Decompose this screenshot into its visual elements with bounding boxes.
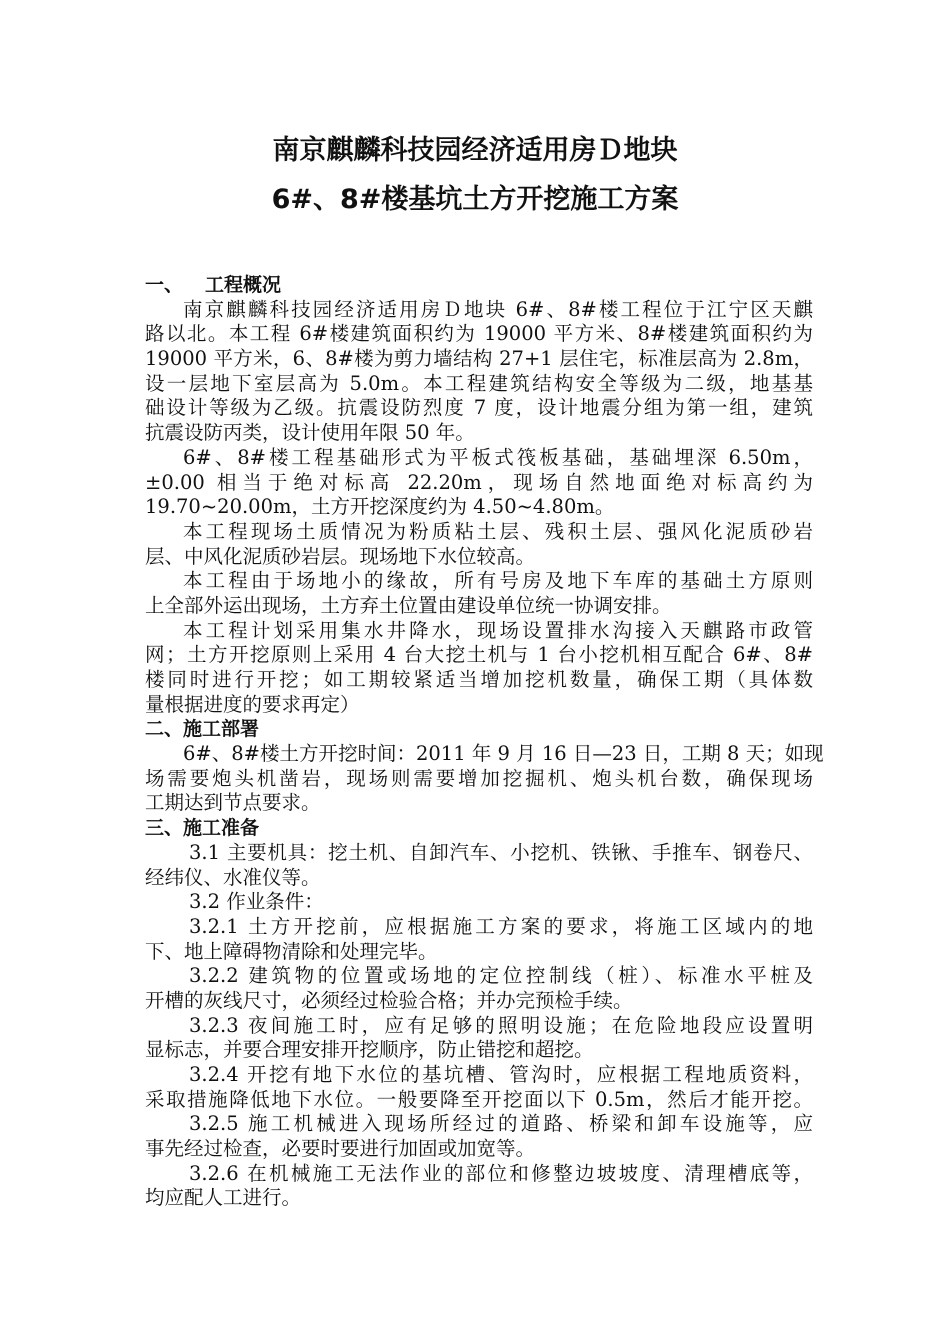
paragraph-line: 3.2.3 夜间施工时，应有足够的照明设施；在危险地段应设置明	[189, 1013, 813, 1037]
paragraph-line: 设一层地下室层高为 5.0m。本工程建筑结构安全等级为二级，地基基	[145, 371, 813, 395]
section-heading-preparation: 三、施工准备	[145, 817, 260, 840]
paragraph-line: 3.2 作业条件：	[189, 890, 324, 914]
paragraph-line: 本工程由于场地小的缘故，所有号房及地下车库的基础土方原则	[183, 569, 813, 593]
paragraph-line: 场需要炮头机凿岩，现场则需要增加挖掘机、炮头机台数，确保现场	[145, 766, 813, 790]
section-number: 一、	[145, 274, 184, 296]
document-body	[145, 273, 824, 1211]
paragraph-line: 本工程计划采用集水井降水，现场设置排水沟接入天麒路市政管	[183, 618, 813, 642]
document-title-line-1: 南京麒麟科技园经济适用房Ｄ地块	[272, 135, 678, 166]
paragraph-line: 3.2.6 在机械施工无法作业的部位和修整边坡坡度、清理槽底等，	[189, 1161, 813, 1185]
paragraph-line: 事先经过检查，必要时要进行加固或加宽等。	[145, 1137, 536, 1161]
paragraph-line: 开槽的灰线尺寸，必须经过检验合格；并办完预检手续。	[145, 988, 633, 1012]
paragraph-line: 工期达到节点要求。	[145, 791, 321, 815]
section-heading-overview	[145, 273, 813, 298]
paragraph-line: 3.2.1 土方开挖前，应根据施工方案的要求，将施工区域内的地	[189, 914, 813, 938]
paragraph-line: 量根据进度的要求再定）	[145, 692, 360, 716]
section-heading-deployment: 二、施工部署	[145, 718, 260, 741]
paragraph-line: 19000 平方米，6、8#楼为剪力墙结构 27+1 层住宅，标准层高为 2.8m，	[145, 347, 813, 371]
paragraph-line: 层、中风化泥质砂岩层。现场地下水位较高。	[145, 544, 536, 568]
paragraph-line: 6#、8#楼土方开挖时间：2011 年 9 月 16 日—23 日，工期 8 天；如现	[183, 742, 824, 766]
paragraph-line: 采取措施降低地下水位。一般要降至开挖面以下 0.5m，然后才能开挖。	[145, 1087, 813, 1111]
paragraph-line: ±0.00 相当于绝对标高 22.20m，现场自然地面绝对标高约为	[145, 470, 813, 494]
paragraph-line: 显标志，并要合理安排开挖顺序，防止错挖和超挖。	[145, 1038, 594, 1062]
paragraph-line: 6#、8#楼工程基础形式为平板式筏板基础，基础埋深 6.50m，	[183, 445, 813, 469]
paragraph-line: 路以北。本工程 6#楼建筑面积约为 19000 平方米、8#楼建筑面积约为	[145, 322, 813, 346]
paragraph-line: 抗震设防丙类，设计使用年限 50 年。	[145, 421, 475, 445]
paragraph-line: 3.2.2 建筑物的位置或场地的定位控制线（桩）、标准水平桩及	[189, 964, 813, 988]
section-heading-text: 工程概况	[205, 274, 282, 296]
paragraph-line: 楼同时进行开挖；如工期较紧适当增加挖机数量，确保工期（具体数	[145, 668, 813, 691]
paragraph-line: 3.2.5 施工机械进入现场所经过的道路、桥梁和卸车设施等，应	[189, 1112, 813, 1136]
paragraph-line: 本工程现场土质情况为粉质粘土层、残积土层、强风化泥质砂岩	[183, 519, 813, 543]
paragraph-line: 上全部外运出现场，土方弃土位置由建设单位统一协调安排。	[145, 593, 672, 617]
paragraph-line: 下、地上障碍物清除和处理完毕。	[145, 939, 438, 963]
paragraph-line: 均应配人工进行。	[145, 1186, 302, 1210]
paragraph-line: 3.2.4 开挖有地下水位的基坑槽、管沟时，应根据工程地质资料，	[189, 1063, 813, 1086]
paragraph-line: 南京麒麟科技园经济适用房Ｄ地块 6#、8#楼工程位于江宁区天麒	[183, 297, 813, 321]
paragraph-line: 3.1 主要机具：挖土机、自卸汽车、小挖机、铁锹、手推车、钢卷尺、	[189, 840, 813, 864]
document-title-line-2: 6#、8#楼基坑土方开挖施工方案	[271, 184, 679, 215]
paragraph-line: 网；土方开挖原则上采用 4 台大挖土机与 1 台小挖机相互配合 6#、8#	[145, 643, 813, 667]
paragraph-line: 经纬仪、水准仪等。	[145, 865, 321, 889]
paragraph-line: 19.70~20.00m，土方开挖深度约为 4.50~4.80m。	[145, 495, 615, 519]
paragraph-line: 础设计等级为乙级。抗震设防烈度 7 度，设计地震分组为第一组，建筑	[145, 396, 813, 420]
